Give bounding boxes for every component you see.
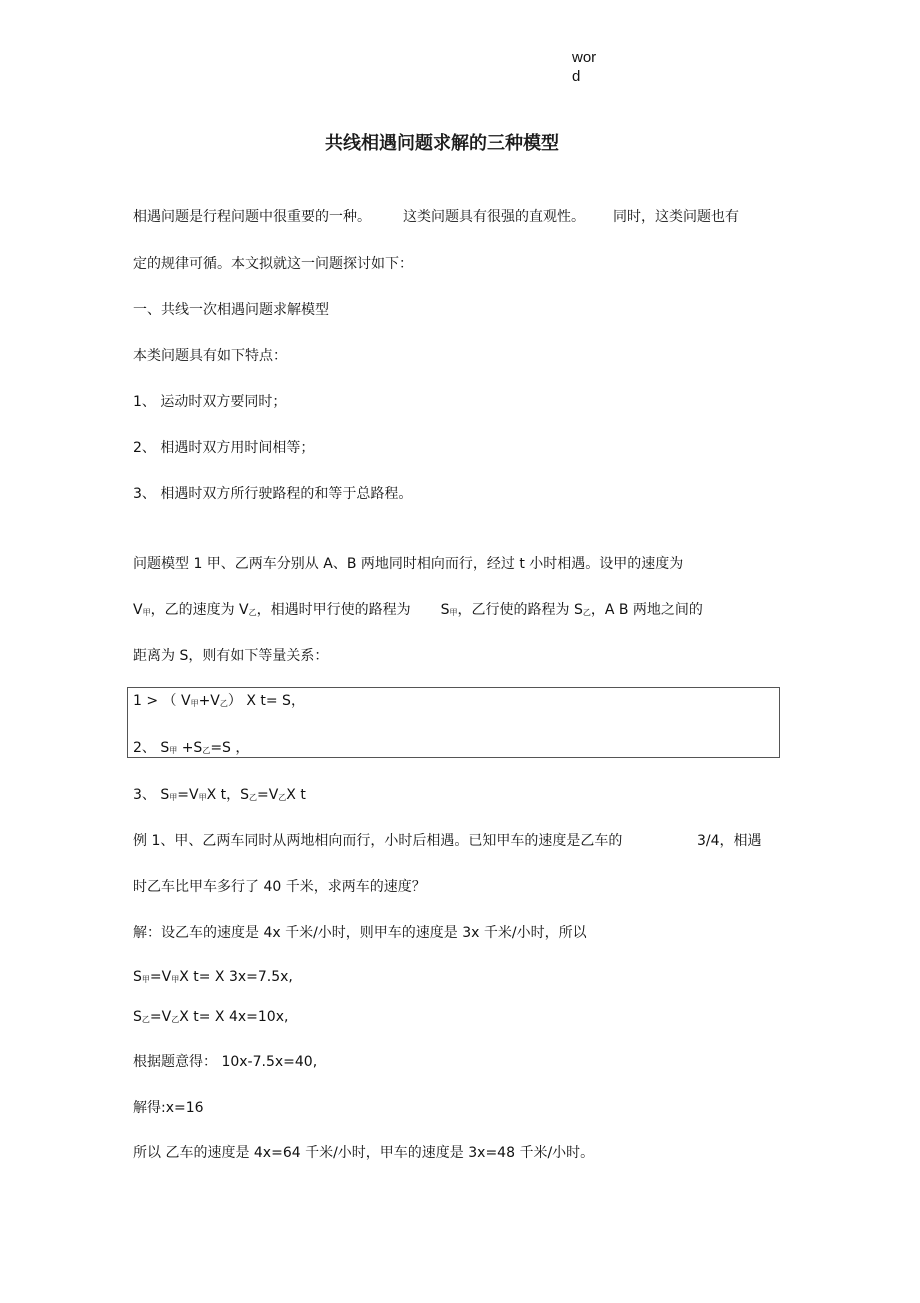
formula-3: 3、 S甲=V甲X t，S乙=V乙X t: [133, 787, 306, 803]
intro-sentence-1: 相遇问题是行程问题中很重要的一种。: [133, 209, 371, 225]
answer-line: 所以 乙车的速度是 4x=64 千米/小时，甲车的速度是 3x=48 千米/小时。: [133, 1145, 595, 1161]
example-ratio: 3/4，相遇: [697, 833, 762, 849]
model-line-3: 距离为 S，则有如下等量关系：: [133, 648, 329, 664]
section-heading: 一、共线一次相遇问题求解模型: [133, 302, 329, 318]
equation-2: S乙=V乙X t= X 4x=10x,: [133, 1009, 289, 1025]
example-line-2: 时乙车比甲车多行了 40 千米，求两车的速度？: [133, 879, 426, 895]
header-text-line2: d: [572, 68, 581, 85]
header-text-line1: wor: [572, 49, 597, 66]
intro-sentence-2: 这类问题具有很强的直观性。: [403, 209, 585, 225]
formula-1: 1 > （ V甲+V乙） X t= S，: [133, 693, 305, 709]
example-line-1: 例 1、甲、乙两车同时从两地相向而行，小时后相遇。已知甲车的速度是乙车的: [133, 833, 623, 849]
feature-item-3: 3、 相遇时双方所行驶路程的和等于总路程。: [133, 486, 413, 502]
feature-item-2: 2、 相遇时双方用时间相等；: [133, 440, 315, 456]
solution-intro: 解：设乙车的速度是 4x 千米/小时，则甲车的速度是 3x 千米/小时，所以: [133, 925, 587, 941]
model-line-1: 问题模型 1 甲、乙两车分别从 A、B 两地同时相向而行，经过 t 小时相遇。设甲的速度为: [133, 556, 684, 572]
equation-3: 根据题意得： 10x-7.5x=40,: [133, 1054, 318, 1070]
section-lead: 本类问题具有如下特点：: [133, 348, 287, 364]
equation-1: S甲=V甲X t= X 3x=7.5x,: [133, 969, 293, 985]
page-title: 共线相遇问题求解的三种模型: [325, 133, 559, 154]
intro-sentence-3: 同时，这类问题也有: [613, 209, 739, 225]
feature-item-1: 1、 运动时双方要同时；: [133, 394, 287, 410]
model-line-2: V甲，乙的速度为 V乙，相遇时甲行使的路程为 S甲，乙行使的路程为 S乙，A B 两地之间的: [133, 602, 703, 618]
equation-4: 解得:x=16: [133, 1100, 204, 1116]
intro-line-2: 定的规律可循。本文拟就这一问题探讨如下：: [133, 256, 413, 272]
formula-2: 2、 S甲 +S乙=S ，: [133, 740, 250, 756]
